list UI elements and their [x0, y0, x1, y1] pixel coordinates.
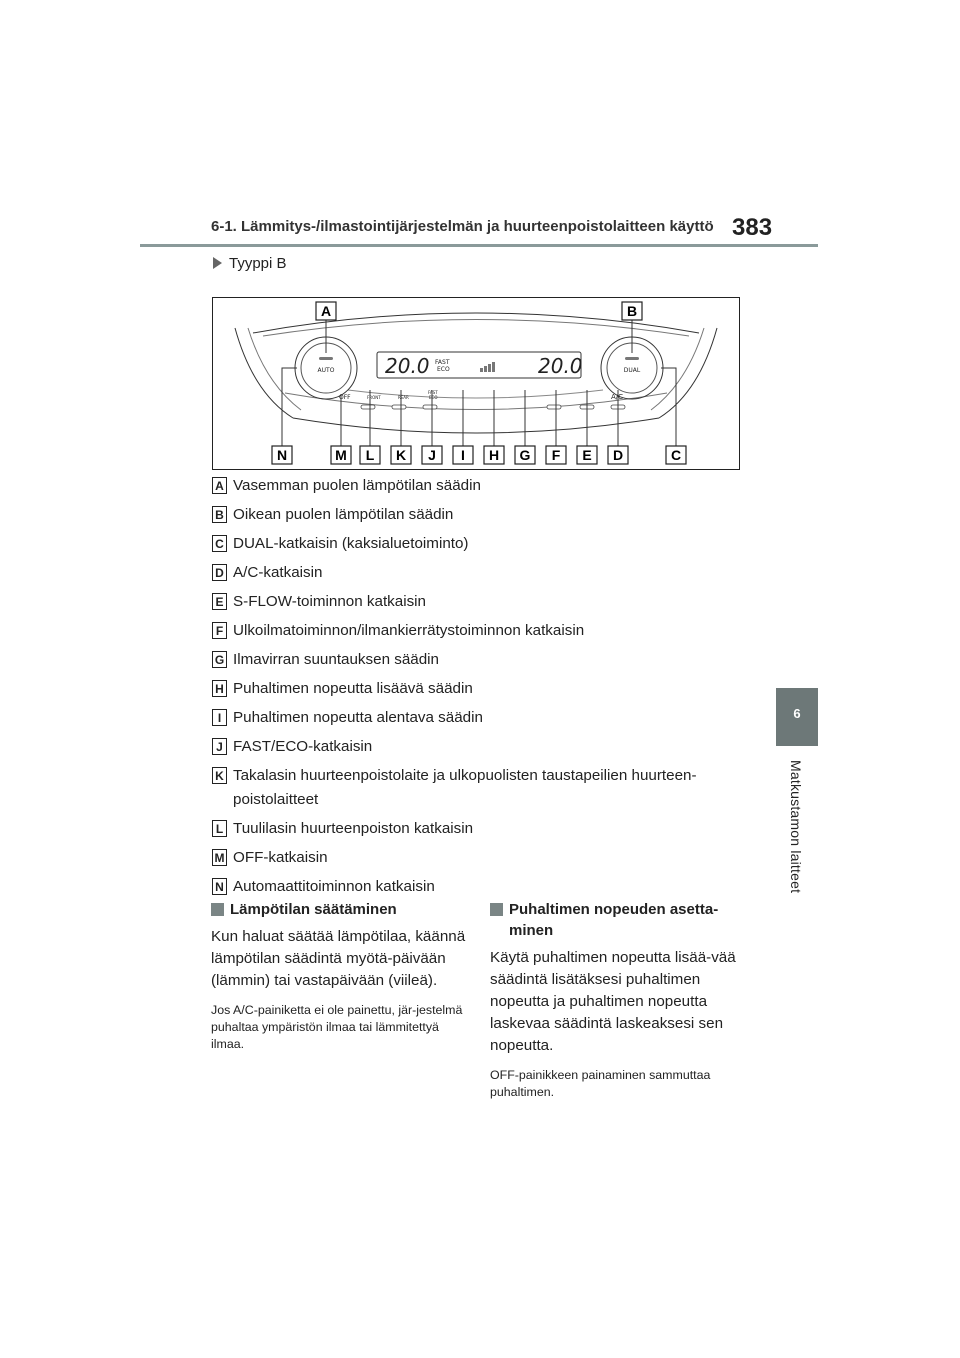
section-title: 6-1. Lämmitys-/ilmastointijärjestelmän ja huurteenpoistolaitteen käyttö — [211, 218, 714, 235]
panel-right-edge — [659, 328, 717, 418]
knob-left-label: AUTO — [317, 367, 335, 374]
fan-bar-4 — [492, 362, 495, 372]
legend-letter: J — [212, 738, 227, 755]
section-heading-text: Lämpötilan säätäminen — [230, 901, 397, 918]
panel-left-edge — [235, 328, 293, 418]
legend-item — [212, 735, 752, 759]
legend-letter: G — [212, 651, 227, 668]
section-temperature — [211, 899, 471, 1053]
legend-text: Vasemman puolen lämpötilan säädin — [233, 477, 481, 494]
display-eco: ECO — [437, 366, 450, 373]
panel-bottom-edge — [293, 418, 659, 433]
legend-letter: H — [212, 680, 227, 697]
callout-f: F — [551, 447, 561, 463]
panel-left-inner-edge — [248, 328, 301, 410]
legend-text: Oikean puolen lämpötilan säädin — [233, 506, 454, 523]
legend-letter: L — [212, 820, 227, 837]
legend-letter: E — [212, 593, 227, 610]
knob-right-label: DUAL — [623, 367, 641, 374]
climate-control-figure — [212, 297, 740, 470]
display-left-temp: 20.0 — [385, 354, 430, 378]
callout-labels — [272, 302, 686, 464]
button-fast-eco — [423, 405, 437, 409]
legend-letter: B — [212, 506, 227, 523]
fan-bar-1 — [480, 368, 483, 372]
button-recirc — [547, 405, 561, 409]
callout-a: A — [320, 303, 332, 319]
climate-panel-illustration — [213, 298, 739, 469]
legend-letter: K — [212, 767, 227, 784]
panel-right-inner-edge — [651, 328, 704, 410]
legend-letter: M — [212, 849, 227, 866]
section-heading — [211, 899, 471, 920]
header-divider — [140, 244, 818, 247]
left-knob-indicator — [319, 357, 333, 360]
legend-item — [212, 474, 752, 498]
component-legend — [212, 474, 752, 904]
section-body: Kun haluat säätää lämpötilaa, käännä lämpötilan säädintä myötä-päivään (lämmin) tai vastapäivään (viileä). — [211, 928, 466, 989]
type-label-text: Tyyppi B — [229, 255, 287, 272]
legend-text: OFF-katkaisin — [233, 849, 328, 866]
leader-lines — [282, 320, 676, 446]
type-label — [213, 255, 287, 272]
legend-text: A/C-katkaisin — [233, 564, 323, 581]
button-front — [361, 405, 375, 409]
legend-text: Puhaltimen nopeutta lisäävä säädin — [233, 680, 473, 697]
callout-k: K — [395, 447, 407, 463]
callout-n: N — [276, 447, 288, 463]
section-note: Jos A/C-painiketta ei ole painettu, jär-jestelmä puhaltaa ympäristön ilmaa tai lämmitettyä ilmaa. — [211, 1003, 463, 1051]
legend-text: FAST/ECO-katkaisin — [233, 738, 373, 755]
legend-text: Puhaltimen nopeutta alentava säädin — [233, 709, 483, 726]
legend-item — [212, 846, 752, 870]
section-heading — [490, 899, 750, 941]
legend-item — [212, 590, 752, 614]
legend-item — [212, 764, 752, 812]
display-fast: FAST — [435, 359, 450, 366]
legend-item — [212, 532, 752, 556]
section-fan-speed — [490, 899, 750, 1101]
legend-item — [212, 561, 752, 585]
callout-g: G — [519, 447, 531, 463]
legend-item — [212, 875, 752, 899]
legend-text: DUAL-katkaisin (kaksialuetoiminto) — [233, 535, 469, 552]
callout-j: J — [428, 447, 436, 463]
button-front-label: FRONT — [367, 395, 381, 400]
button-fast-label: FAST — [428, 390, 438, 395]
callout-c: C — [670, 447, 682, 463]
legend-letter: I — [212, 709, 227, 726]
legend-item — [212, 648, 752, 672]
legend-item — [212, 677, 752, 701]
fan-bar-2 — [484, 366, 487, 372]
legend-item — [212, 619, 752, 643]
legend-letter: N — [212, 878, 227, 895]
legend-letter: F — [212, 622, 227, 639]
chapter-title: Matkustamon laitteet — [788, 760, 804, 894]
square-bullet-icon — [211, 903, 224, 916]
display-right-temp: 20.0 — [538, 354, 583, 378]
callout-e: E — [582, 447, 592, 463]
legend-text: S-FLOW-toiminnon katkaisin — [233, 593, 427, 610]
legend-letter: C — [212, 535, 227, 552]
callout-d: D — [612, 447, 624, 463]
triangle-bullet-icon — [213, 257, 222, 269]
legend-letter: A — [212, 477, 227, 494]
fan-bar-3 — [488, 364, 491, 372]
button-ac-label: A/C — [611, 393, 624, 401]
callout-i: I — [461, 447, 465, 463]
button-rear — [392, 405, 406, 409]
legend-text: Ilmavirran suuntauksen säädin — [233, 651, 439, 668]
callout-l: L — [365, 447, 375, 463]
legend-item — [212, 817, 752, 841]
button-off-label: OFF — [339, 394, 351, 401]
legend-text: Ulkoilmatoiminnon/ilmankierrätystoiminnon katkaisin — [233, 622, 585, 639]
legend-letter: D — [212, 564, 227, 581]
callout-h: H — [488, 447, 500, 463]
section-body: Käytä puhaltimen nopeutta lisää-vää säädintä lisätäksesi puhaltimen nopeutta ja puhaltimen nopeutta laskevaa säädintä laskeaksesi sen nopeutta. — [490, 949, 736, 1054]
legend-text: Takalasin huurteenpoistolaite ja ulkopuolisten taustapeilien huurteen-poistolaitteet — [233, 767, 697, 808]
section-heading-text: Puhaltimen nopeuden asetta-minen — [509, 901, 719, 939]
section-note: OFF-painikkeen painaminen sammuttaa puhaltimen. — [490, 1068, 711, 1099]
legend-item — [212, 503, 752, 527]
legend-text: Automaattitoiminnon katkaisin — [233, 878, 435, 895]
page-number: 383 — [732, 214, 773, 241]
button-eco-label: ECO — [429, 395, 438, 400]
chapter-number: 6 — [793, 706, 801, 721]
button-rear-label: REAR — [398, 395, 409, 400]
callout-m: M — [335, 447, 347, 463]
callout-b: B — [626, 303, 638, 319]
square-bullet-icon — [490, 903, 503, 916]
legend-item — [212, 706, 752, 730]
legend-text: Tuulilasin huurteenpoiston katkaisin — [233, 820, 474, 837]
right-knob-indicator — [625, 357, 639, 360]
button-strip-edge — [348, 390, 603, 398]
